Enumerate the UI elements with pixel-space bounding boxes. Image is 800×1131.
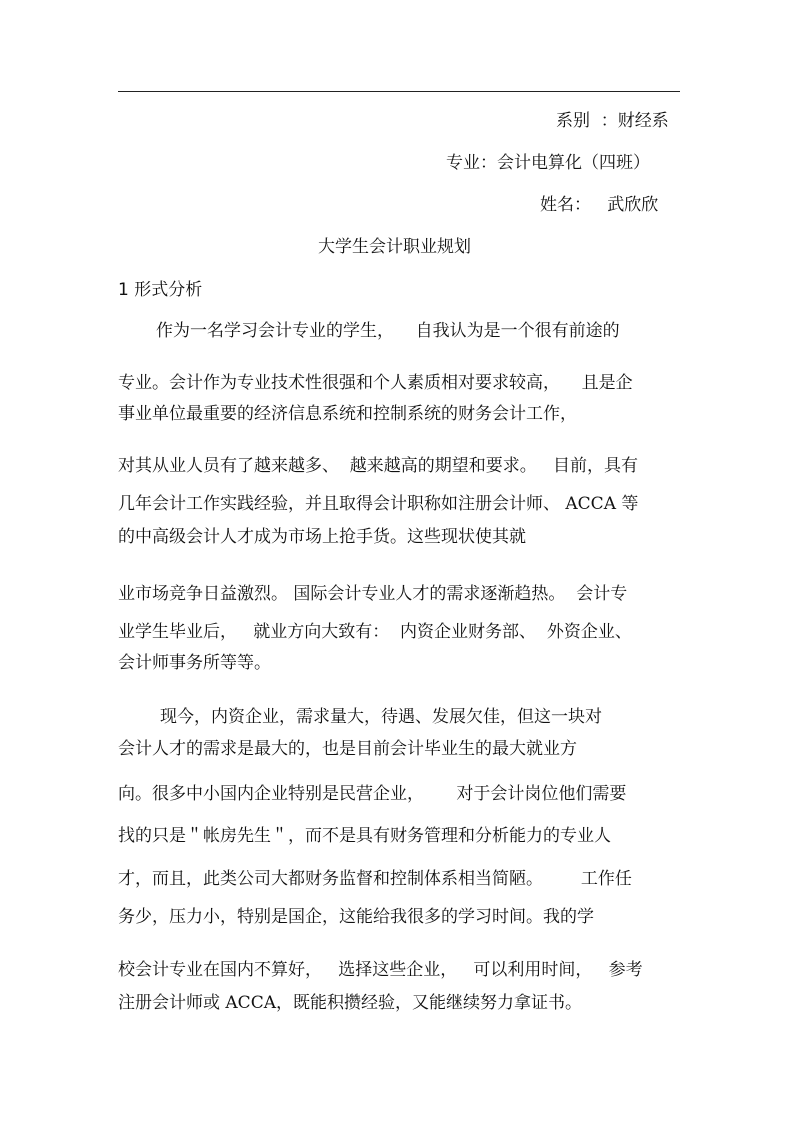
- body-line: 的中高级会计人才成为市场上抢手货。这些现状使其就: [118, 527, 526, 547]
- section-heading: 1 形式分析: [118, 280, 203, 300]
- body-line: 几年会计工作实践经验，并且取得会计职称如注册会计师、 ACCA 等: [118, 494, 639, 514]
- body-line: 事业单位最重要的经济信息系统和控制系统的财务会计工作，: [118, 404, 577, 424]
- body-line: 会计师事务所等等。: [118, 653, 271, 673]
- body-line: 向。很多中小国内企业特别是民营企业， 对于会计岗位他们需要: [118, 784, 627, 804]
- body-line: 现今，内资企业，需求量大，待遇、发展欠佳，但这一块对: [160, 707, 602, 727]
- body-line: 对其从业人员有了越来越多、 越来越高的期望和要求。 目前，具有: [118, 456, 639, 476]
- department-label: 系别 ：财经系: [556, 111, 669, 131]
- body-line: 校会计专业在国内不算好， 选择这些企业， 可以利用时间， 参考: [118, 960, 643, 980]
- body-line: 业学生毕业后， 就业方向大致有： 内资企业财务部、 外资企业、: [118, 622, 632, 642]
- body-line: 会计人才的需求是最大的，也是目前会计毕业生的最大就业方: [118, 739, 577, 759]
- body-line: 务少，压力小，特别是国企，这能给我很多的学习时间。我的学: [118, 907, 594, 927]
- body-line: 专业。会计作为专业技术性很强和个人素质相对要求较高， 且是企: [118, 373, 633, 393]
- major-label: 专业：会计电算化（四班）: [446, 153, 650, 173]
- body-line: 才，而且，此类公司大都财务监督和控制体系相当简陋。 工作任: [118, 869, 632, 889]
- body-line: 业市场竞争日益激烈。 国际会计专业人才的需求逐渐趋热。 会计专: [118, 584, 628, 604]
- student-name-label: 姓名： 武欣欣: [540, 195, 659, 215]
- body-line: 注册会计师或 ACCA，既能积攒经验，又能继续努力拿证书。: [118, 993, 582, 1013]
- document-title: 大学生会计职业规划: [318, 237, 471, 257]
- header-rule: [118, 91, 680, 92]
- body-line: 作为一名学习会计专业的学生， 自我认为是一个很有前途的: [156, 321, 620, 341]
- body-line: 找的只是＂帐房先生＂，而不是具有财务管理和分析能力的专业人: [118, 826, 611, 846]
